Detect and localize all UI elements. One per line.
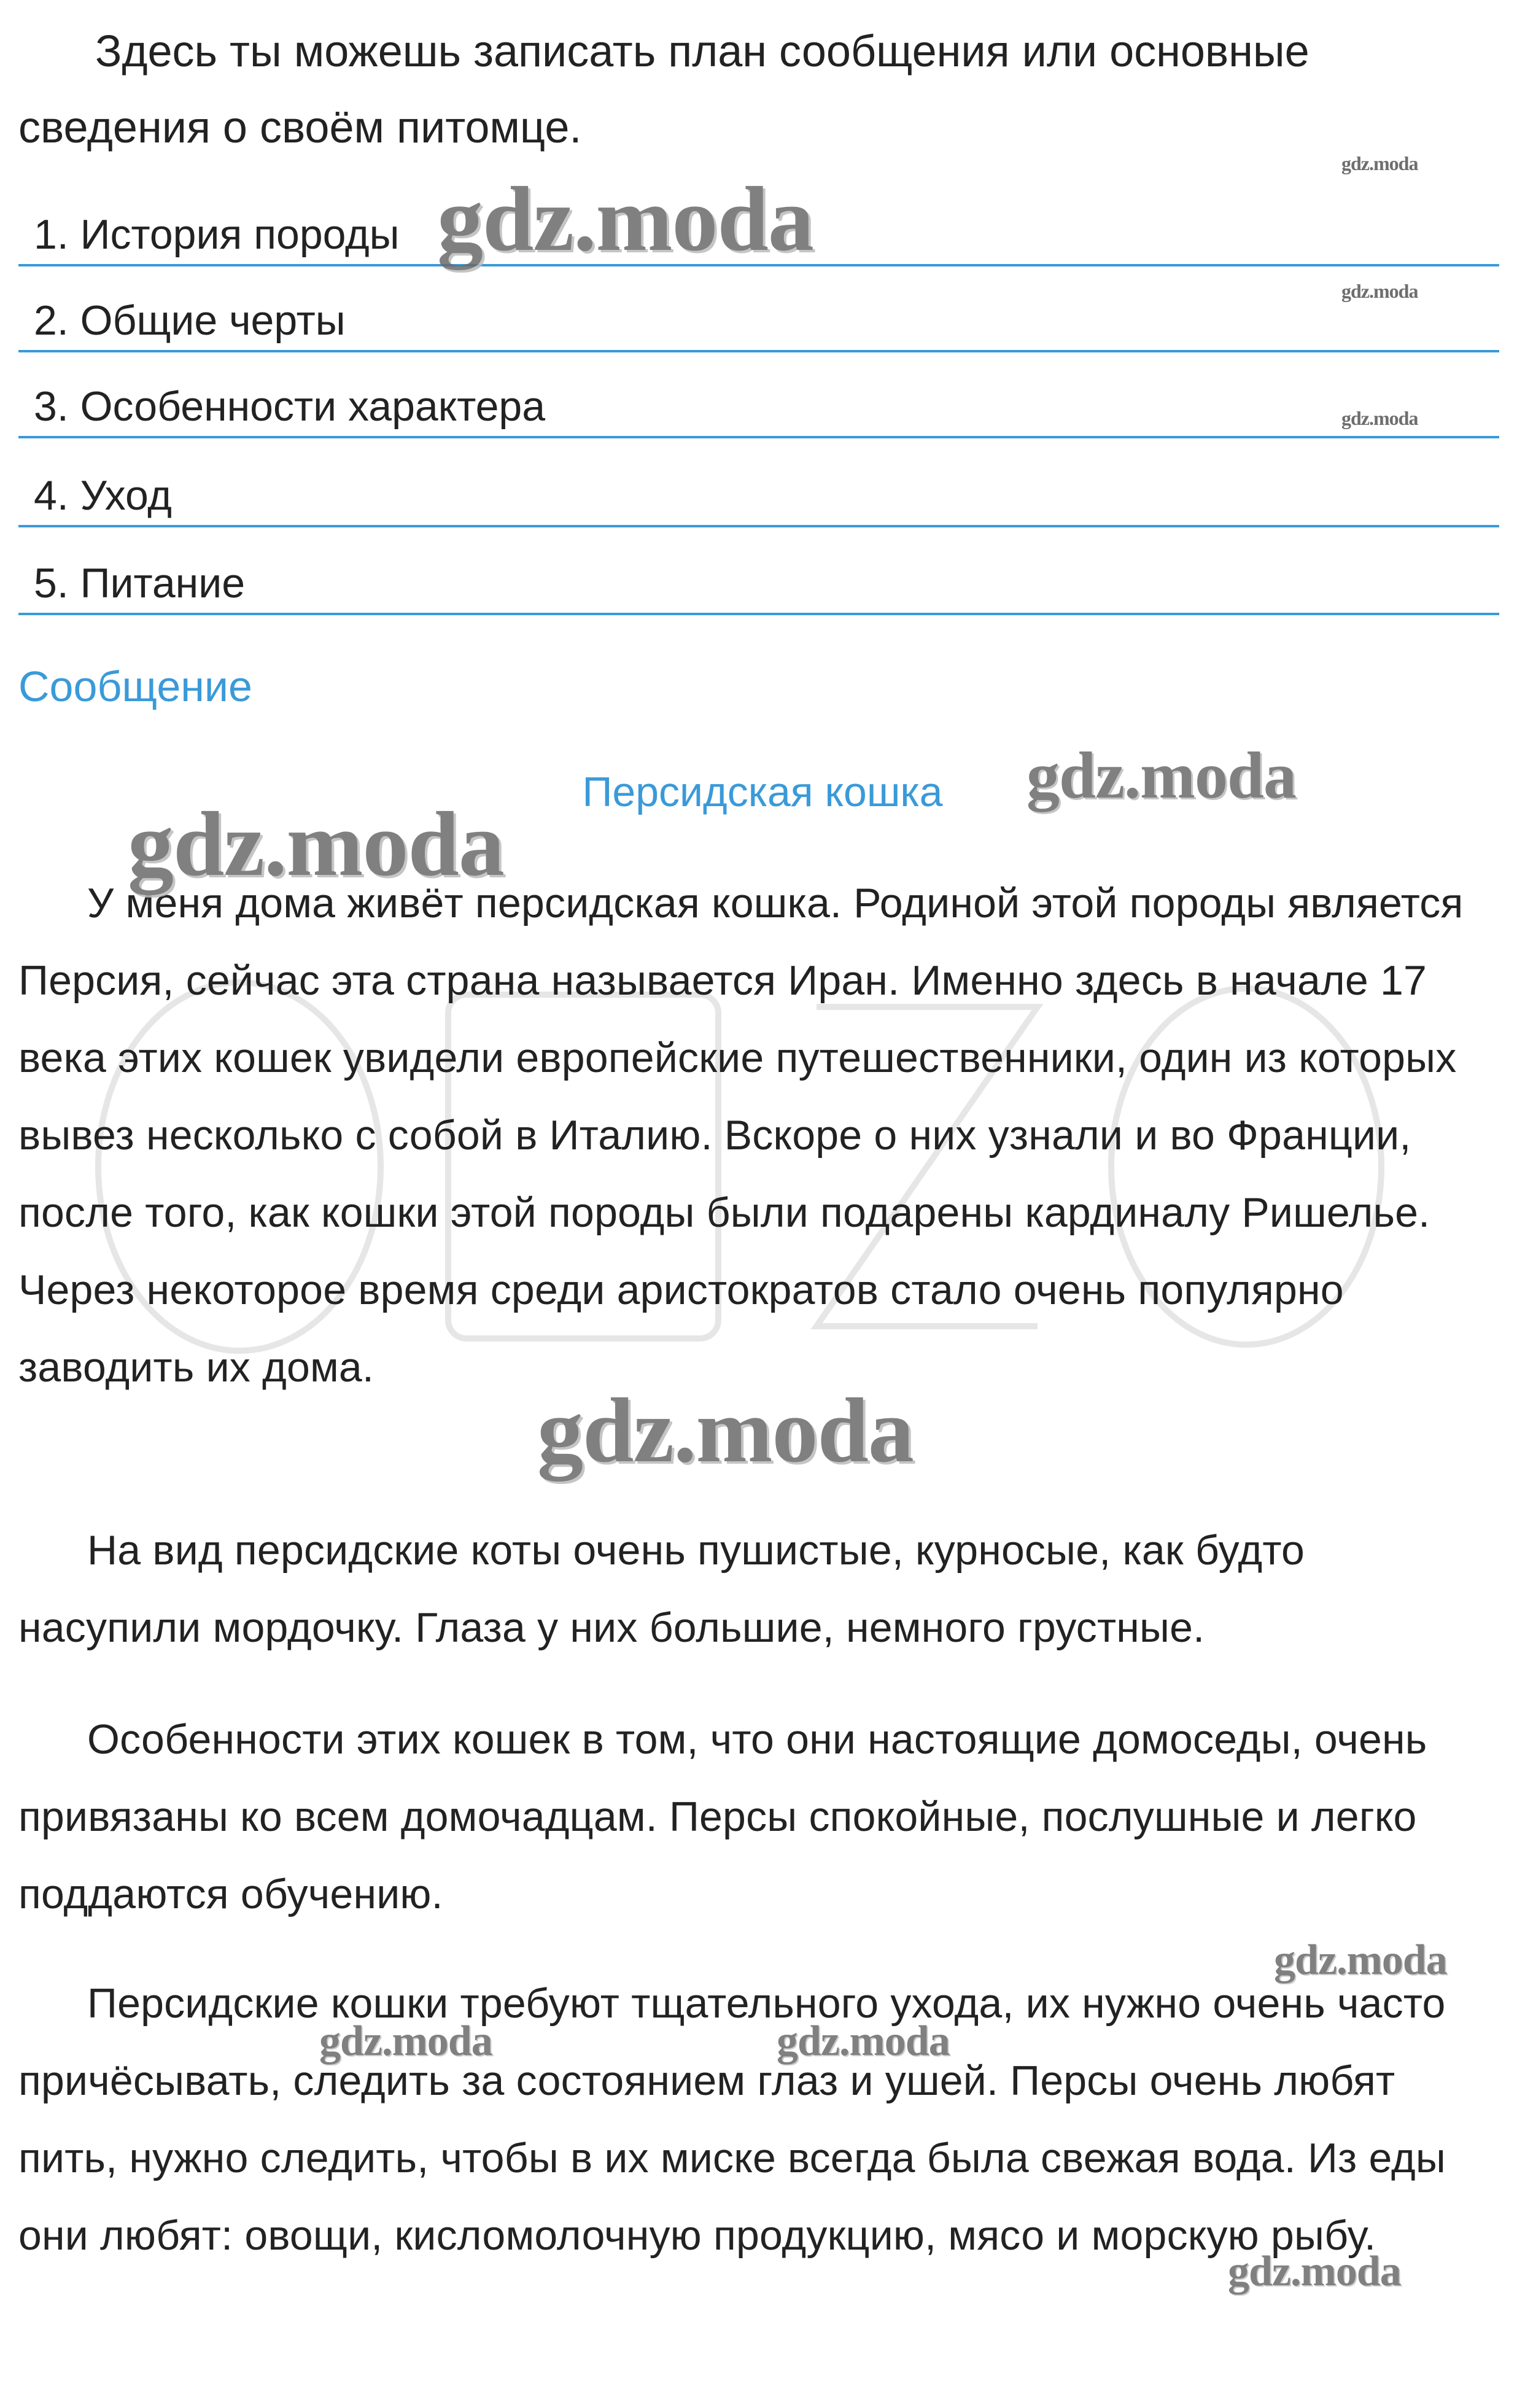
story-paragraph-3: Особенности этих кошек в том, что они настоящие домоседы, очень привязаны ко всем домочадцам. Персы спокойные, послушные и легко поддаются обучению. (18, 1716, 1427, 1917)
watermark: gdz.moda (128, 793, 504, 895)
watermark: gdz.moda (537, 1380, 914, 1482)
plan-item-3: 3. Особенности характера (34, 383, 546, 430)
watermark: gdz.moda (1341, 407, 1418, 429)
story-paragraph-4: Персидские кошки требуют тщательного ухода, их нужно очень часто причёсывать, следить за состоянием глаз и ушей. Персы очень любят пить, нужно следить, чтобы в их миске всегда была свежая вода. Из еды они любят: овощи, кисломолочную продукцию, мясо и морскую рыбу. (18, 1980, 1446, 2259)
watermark: gdz.moda (1228, 2248, 1401, 2295)
watermark: gdz.moda (437, 168, 813, 270)
intro-text: Здесь ты можешь записать план сообщения или основные сведения о своём питомце. (18, 27, 1310, 152)
watermark: gdz.moda (1026, 739, 1297, 812)
watermark: gdz.moda (777, 2018, 950, 2065)
plan-item-1: 1. История породы (34, 211, 400, 258)
plan-item-2: 2. Общие черты (34, 297, 346, 344)
watermark: gdz.moda (1274, 1936, 1447, 1984)
story-paragraph-1: У меня дома живёт персидская кошка. Родиной этой породы является Персия, сейчас эта страна называется Иран. Именно здесь в начале 17 века этих кошек увидели европейские путешественники, один из которых вывез несколько с собой в Италию. Вскоре о них узнали и во Франции, после того, как кошки этой породы были подарены кардиналу Ришелье. Через некоторое время среди аристократов стало очень популярно заводить их дома. (18, 880, 1464, 1391)
section-title: Сообщение (18, 662, 252, 710)
plan-item-4: 4. Уход (34, 472, 172, 519)
plan-line-2 (18, 264, 1499, 352)
story-title: Персидская кошка (582, 769, 943, 815)
watermark: gdz.moda (319, 2018, 492, 2065)
story-paragraph-2: На вид персидские коты очень пушистые, курносые, как будто насупили мордочку. Глаза у них большие, немного грустные. (18, 1527, 1305, 1651)
watermark: gdz.moda (1341, 152, 1418, 174)
watermark: gdz.moda (1341, 280, 1418, 302)
plan-item-5: 5. Питание (34, 560, 246, 607)
plan-line-5 (18, 527, 1499, 615)
plan-line-4 (18, 439, 1499, 527)
plan-line-3 (18, 350, 1499, 438)
